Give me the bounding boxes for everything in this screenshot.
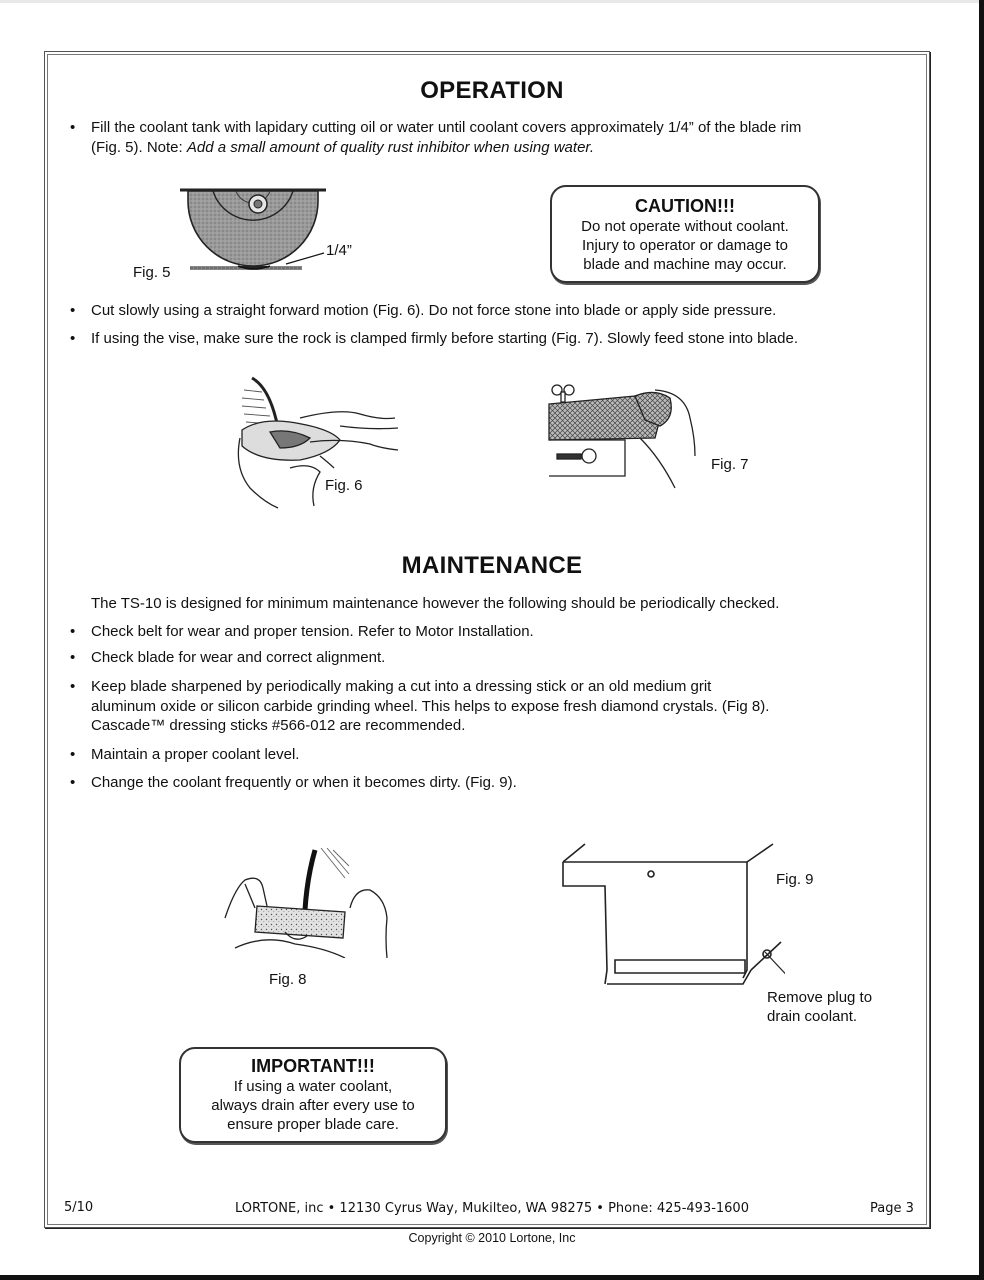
bullet-icon: • <box>70 678 76 695</box>
fig5-dimension-label: 1/4” <box>326 242 352 259</box>
bullet-icon: • <box>70 649 76 666</box>
caution-title: CAUTION!!! <box>635 196 735 216</box>
important-title: IMPORTANT!!! <box>251 1056 375 1076</box>
bullet-text: Check belt for wear and proper tension. Refer to Motor Installation. <box>91 623 534 640</box>
important-line: ensure proper blade care. <box>227 1116 399 1133</box>
caution-line: blade and machine may occur. <box>583 256 787 273</box>
fig6-caption: Fig. 6 <box>325 477 363 494</box>
fig8-caption: Fig. 8 <box>269 971 307 988</box>
bullet-text-line: aluminum oxide or silicon carbide grinding wheel. This helps to expose fresh diamond crystals. (Fig 8). <box>91 697 770 715</box>
caution-line: Injury to operator or damage to <box>582 237 788 254</box>
bullet-text-italic-note: Add a small amount of quality rust inhibitor when using water. <box>186 138 595 156</box>
fig8-dressing-stick-illustration <box>215 848 405 958</box>
bullet-text: Cut slowly using a straight forward motion (Fig. 6). Do not force stone into blade or apply side pressure. <box>91 302 777 319</box>
viewer-bottom-edge <box>0 1275 984 1280</box>
maintenance-intro: The TS-10 is designed for minimum maintenance however the following should be periodically checked. <box>91 595 780 612</box>
bullet-text-line2 <box>91 138 594 158</box>
bullet-text-note: (Fig. 5). Note: <box>91 138 187 156</box>
footer-date-code: 5/10 <box>64 1200 94 1215</box>
fig9-coolant-tank-illustration <box>555 840 785 1015</box>
bullet-text: Maintain a proper coolant level. <box>91 746 300 763</box>
bullet-text: Change the coolant frequently or when it becomes dirty. (Fig. 9). <box>91 774 517 791</box>
bullet-icon: • <box>70 119 76 136</box>
important-line: If using a water coolant, <box>233 1078 393 1095</box>
footer-page-number: Page 3 <box>870 1201 914 1216</box>
fig6-hand-feeding-stone-illustration <box>230 368 400 510</box>
bullet-icon: • <box>70 302 76 319</box>
footer-company-info: LORTONE, inc • 12130 Cyrus Way, Mukilteo, WA 98275 • Phone: 425-493-1600 <box>235 1201 749 1216</box>
fig9-caption: Fig. 9 <box>776 871 814 888</box>
bullet-icon: • <box>70 330 76 347</box>
page-top-edge <box>0 0 984 3</box>
caution-line: Do not operate without coolant. <box>581 218 789 235</box>
bullet-text: If using the vise, make sure the rock is clamped firmly before starting (Fig. 7). Slowly feed stone into blade. <box>91 330 798 347</box>
fig5-blade-coolant-illustration <box>178 186 328 276</box>
bullet-icon: • <box>70 623 76 640</box>
fig7-vise-clamped-rock-illustration <box>545 378 705 493</box>
viewer-right-edge <box>979 0 984 1280</box>
bullet-text: Check blade for wear and correct alignment. <box>91 649 386 666</box>
fig9-callout-line2: drain coolant. <box>767 1008 858 1025</box>
maintenance-heading: MAINTENANCE <box>401 552 583 579</box>
caution-box <box>550 185 820 283</box>
fig7-caption: Fig. 7 <box>711 456 749 473</box>
important-line: always drain after every use to <box>211 1097 415 1114</box>
operation-heading: OPERATION <box>420 77 564 104</box>
important-box <box>179 1047 447 1143</box>
fig5-caption: Fig. 5 <box>133 264 171 281</box>
copyright-notice: Copyright © 2010 Lortone, Inc <box>408 1231 576 1245</box>
bullet-icon: • <box>70 746 76 763</box>
bullet-text-line: Keep blade sharpened by periodically making a cut into a dressing stick or an old medium grit <box>91 678 712 695</box>
bullet-text-line: Cascade™ dressing sticks #566-012 are recommended. <box>91 717 466 734</box>
bullet-text-line1: Fill the coolant tank with lapidary cutting oil or water until coolant covers approximately 1/4” of the blade rim <box>91 119 802 136</box>
bullet-icon: • <box>70 774 76 791</box>
fig9-callout-line1: Remove plug to <box>767 989 873 1006</box>
